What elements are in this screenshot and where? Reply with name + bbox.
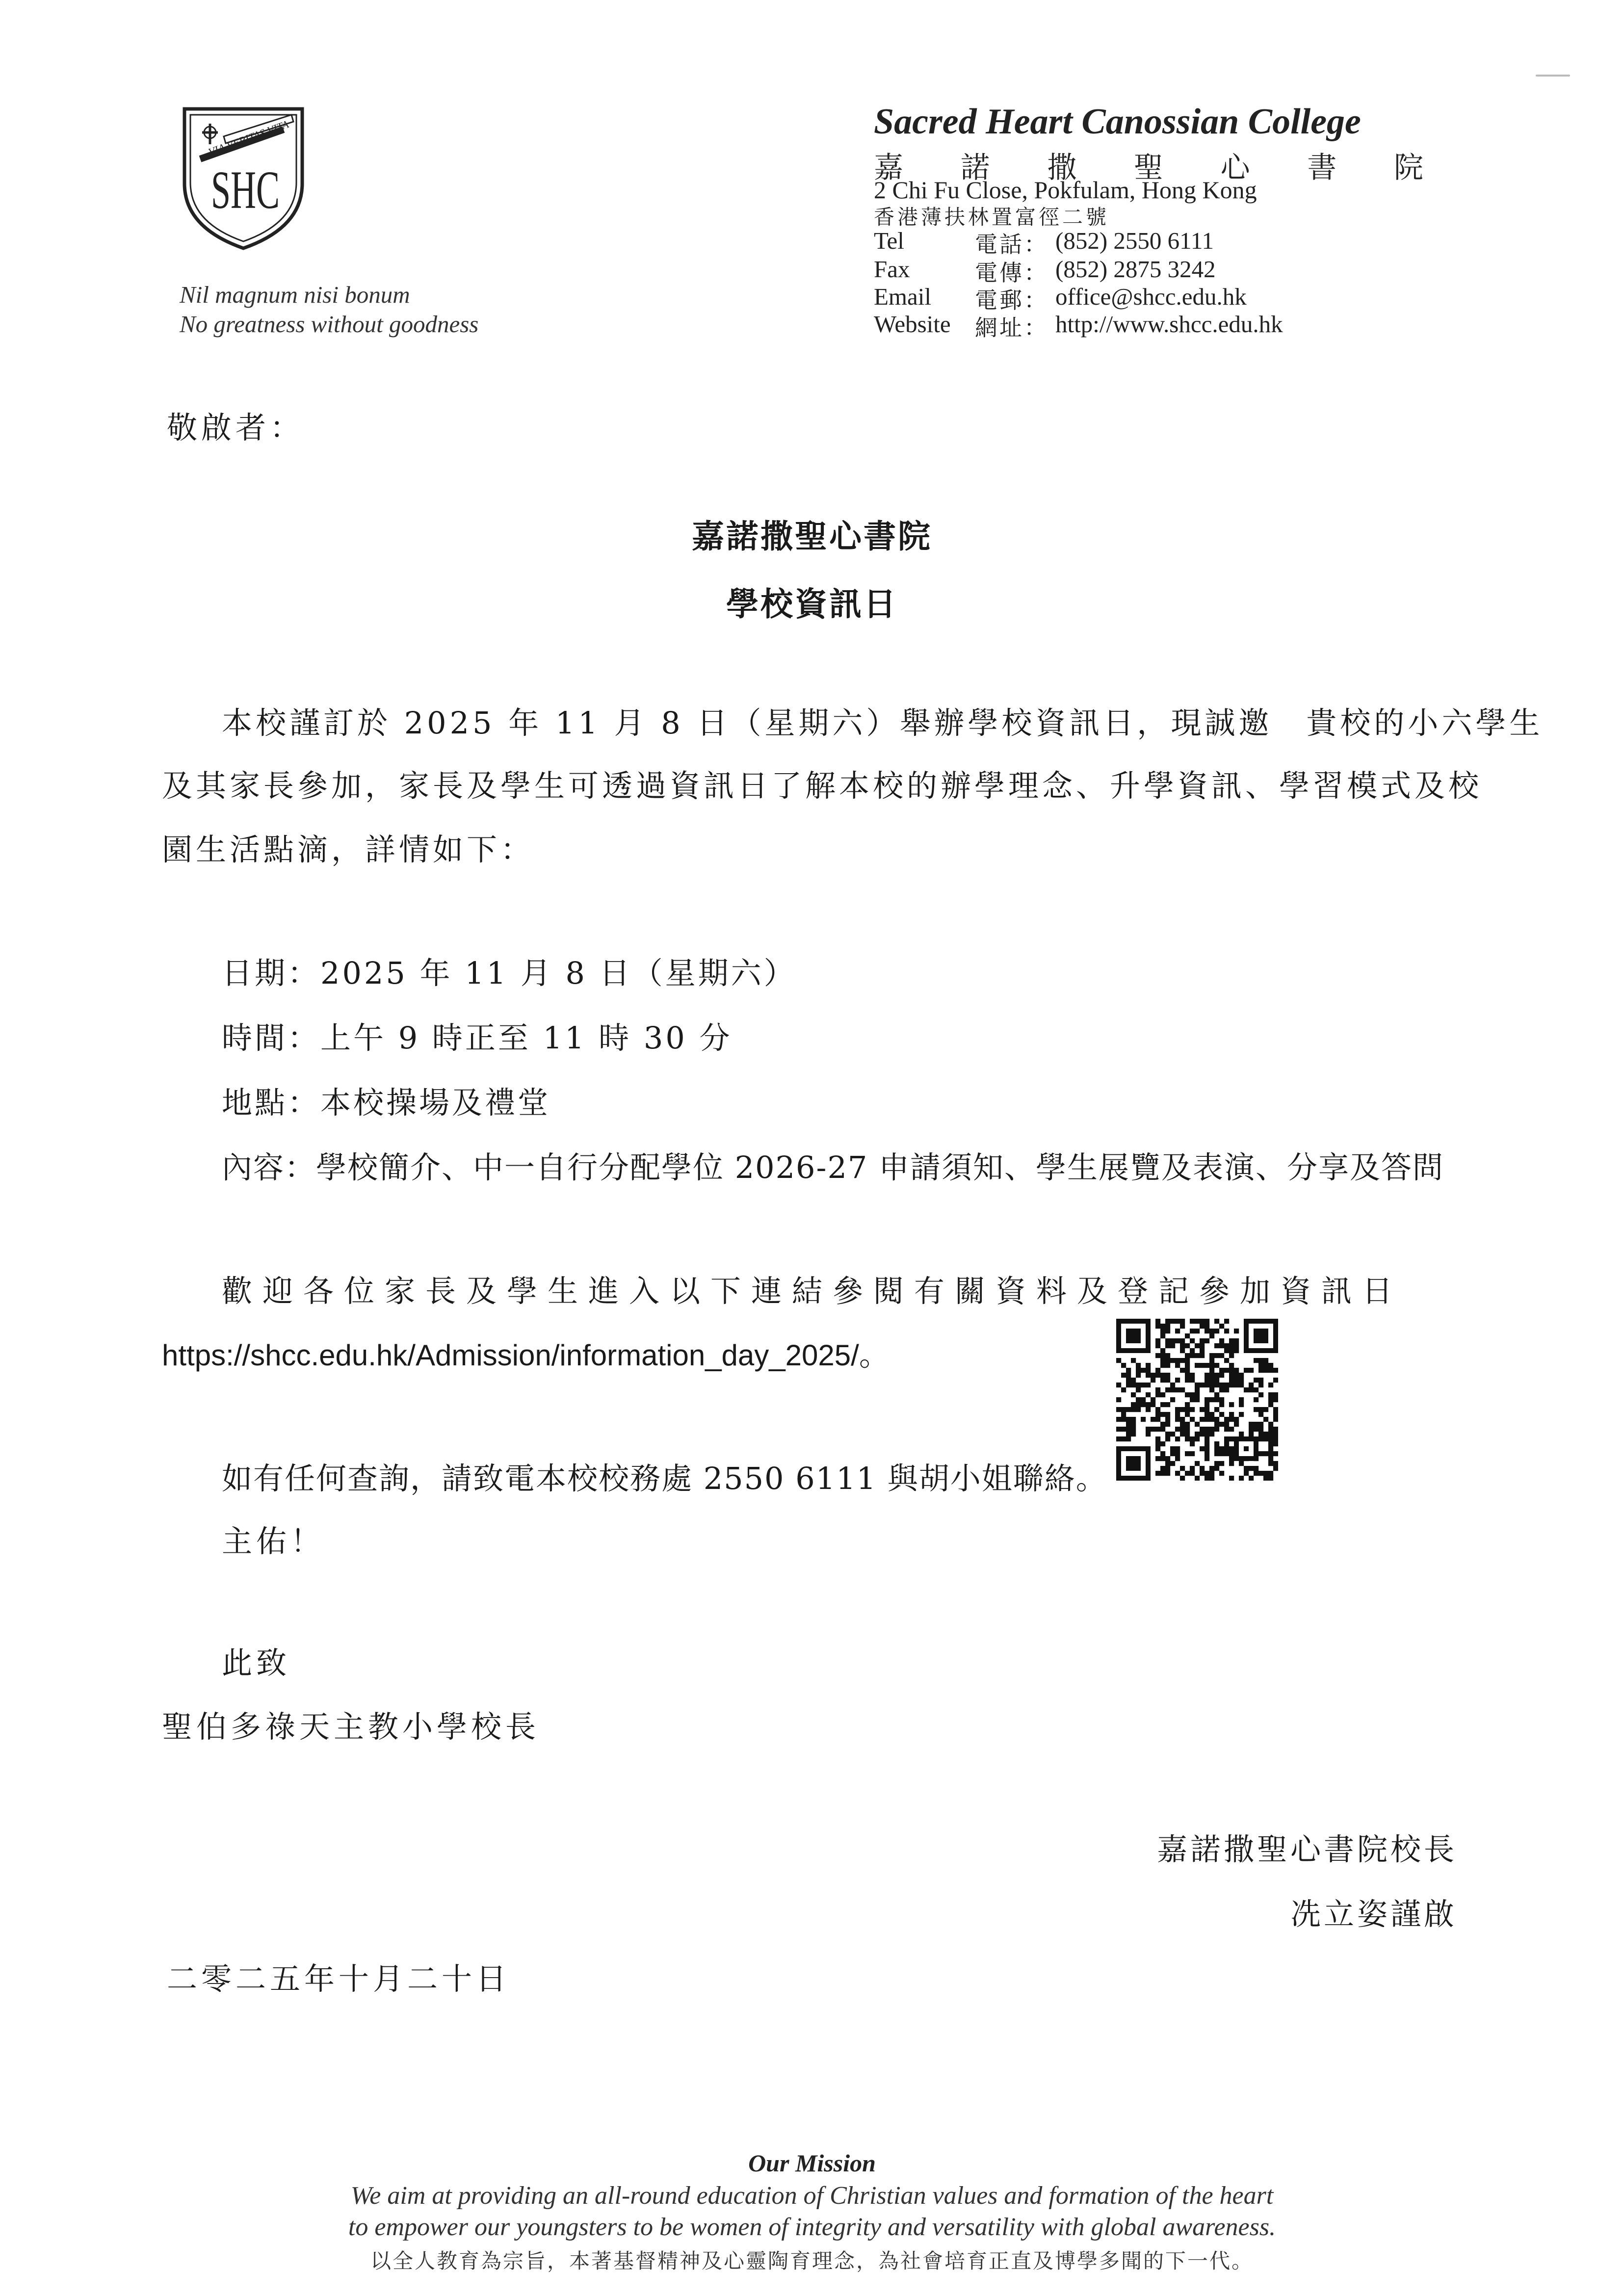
contact-label-en: Email [874, 283, 932, 310]
letter-date: 二零二五年十月二十日 [167, 1961, 511, 1997]
recipient: 聖伯多祿天主教小學校長 [162, 1709, 540, 1745]
contact-label-zh: 電郵： [975, 287, 1048, 313]
detail-date: 日期：2025 年 11 月 8 日（星期六） [222, 955, 797, 991]
detail-time: 時間：上午 9 時正至 11 時 30 分 [222, 1020, 733, 1056]
svg-text:SHC: SHC [211, 160, 280, 220]
motto-latin: Nil magnum nisi bonum [180, 281, 410, 308]
contact-label-en: Tel [874, 227, 904, 254]
contact-value[interactable]: office@shcc.edu.hk [1055, 283, 1247, 310]
letter-title-event: 學校資訊日 [726, 585, 898, 623]
contact-label-zh: 電話： [975, 231, 1048, 258]
school-name-zh-char: 聖 [1133, 151, 1163, 185]
motto-english: No greatness without goodness [180, 311, 479, 338]
signer-name: 冼立姿謹啟 [1290, 1896, 1457, 1932]
school-crest-logo [181, 105, 306, 252]
address-zh: 香港薄扶林置富徑二號 [874, 205, 1110, 229]
contact-label-zh: 網址： [975, 314, 1048, 341]
registration-link[interactable]: https://shcc.edu.hk/Admission/information_day_2025/ [162, 1339, 859, 1372]
qr-code [1116, 1319, 1278, 1481]
registration-link-line [162, 1331, 890, 1374]
scan-mark [1536, 75, 1570, 77]
contact-label-zh: 電傳： [975, 260, 1048, 286]
contact-label-en: Fax [874, 256, 910, 283]
salutation: 敬啟者： [167, 410, 305, 445]
school-name-zh-char: 書 [1307, 151, 1337, 185]
mission-zh: 以全人教育為宗旨，本著基督精神及心靈陶育理念，為社會培育正直及博學多聞的下一代。 [370, 2249, 1254, 2273]
signer-title: 嘉諾撒聖心書院校長 [1156, 1831, 1457, 1867]
paragraph-line: 園生活點滴，詳情如下： [162, 832, 535, 867]
sentence-end: 。 [859, 1337, 890, 1373]
mission-line: We aim at providing an all-round education of Christian values and formation of the heart [350, 2182, 1274, 2210]
svg-text:VIA VERITAS VITA: VIA VERITAS VITA [207, 118, 290, 158]
detail-venue: 地點：本校操場及禮堂 [222, 1085, 551, 1121]
contact-value[interactable]: http://www.shcc.edu.hk [1055, 311, 1283, 338]
paragraph-line: 及其家長參加，家長及學生可透過資訊日了解本校的辦學理念、升學資訊、學習模式及校 [162, 768, 1483, 804]
school-name-zh-char: 嘉 [874, 151, 903, 185]
mission-title: Our Mission [748, 2149, 876, 2177]
enquiry-line: 如有任何查詢，請致電本校校務處 2550 6111 與胡小姐聯絡。 [222, 1461, 1107, 1496]
contact-value: (852) 2550 6111 [1055, 227, 1214, 254]
contact-label-en: Website [874, 311, 951, 338]
address-en: 2 Chi Fu Close, Pokfulam, Hong Kong [874, 176, 1257, 204]
school-name-en: Sacred Heart Canossian College [874, 102, 1361, 142]
mission-line: to empower our youngsters to be women of integrity and versatility with global awareness. [348, 2213, 1276, 2241]
letter-title-school: 嘉諾撒聖心書院 [692, 517, 932, 555]
detail-content: 內容：學校簡介、中一自行分配學位 2026-27 申請須知、學生展覽及表演、分享及答問 [222, 1149, 1444, 1185]
school-name-zh-char: 諾 [960, 151, 990, 185]
school-name-zh-char: 撒 [1047, 151, 1077, 185]
closing: 此致 [222, 1645, 291, 1681]
blessing: 主佑！ [222, 1523, 325, 1559]
paragraph-line: 歡迎各位家長及學生進入以下連結參閱有關資料及登記參加資訊日 [222, 1273, 1403, 1309]
school-name-zh-char: 心 [1220, 151, 1250, 185]
school-name-zh-char: 院 [1393, 151, 1423, 185]
contact-value: (852) 2875 3242 [1055, 256, 1216, 283]
paragraph-line: 本校謹訂於 2025 年 11 月 8 日（星期六）舉辦學校資訊日，現誠邀 貴校的小六學生 [222, 705, 1544, 741]
